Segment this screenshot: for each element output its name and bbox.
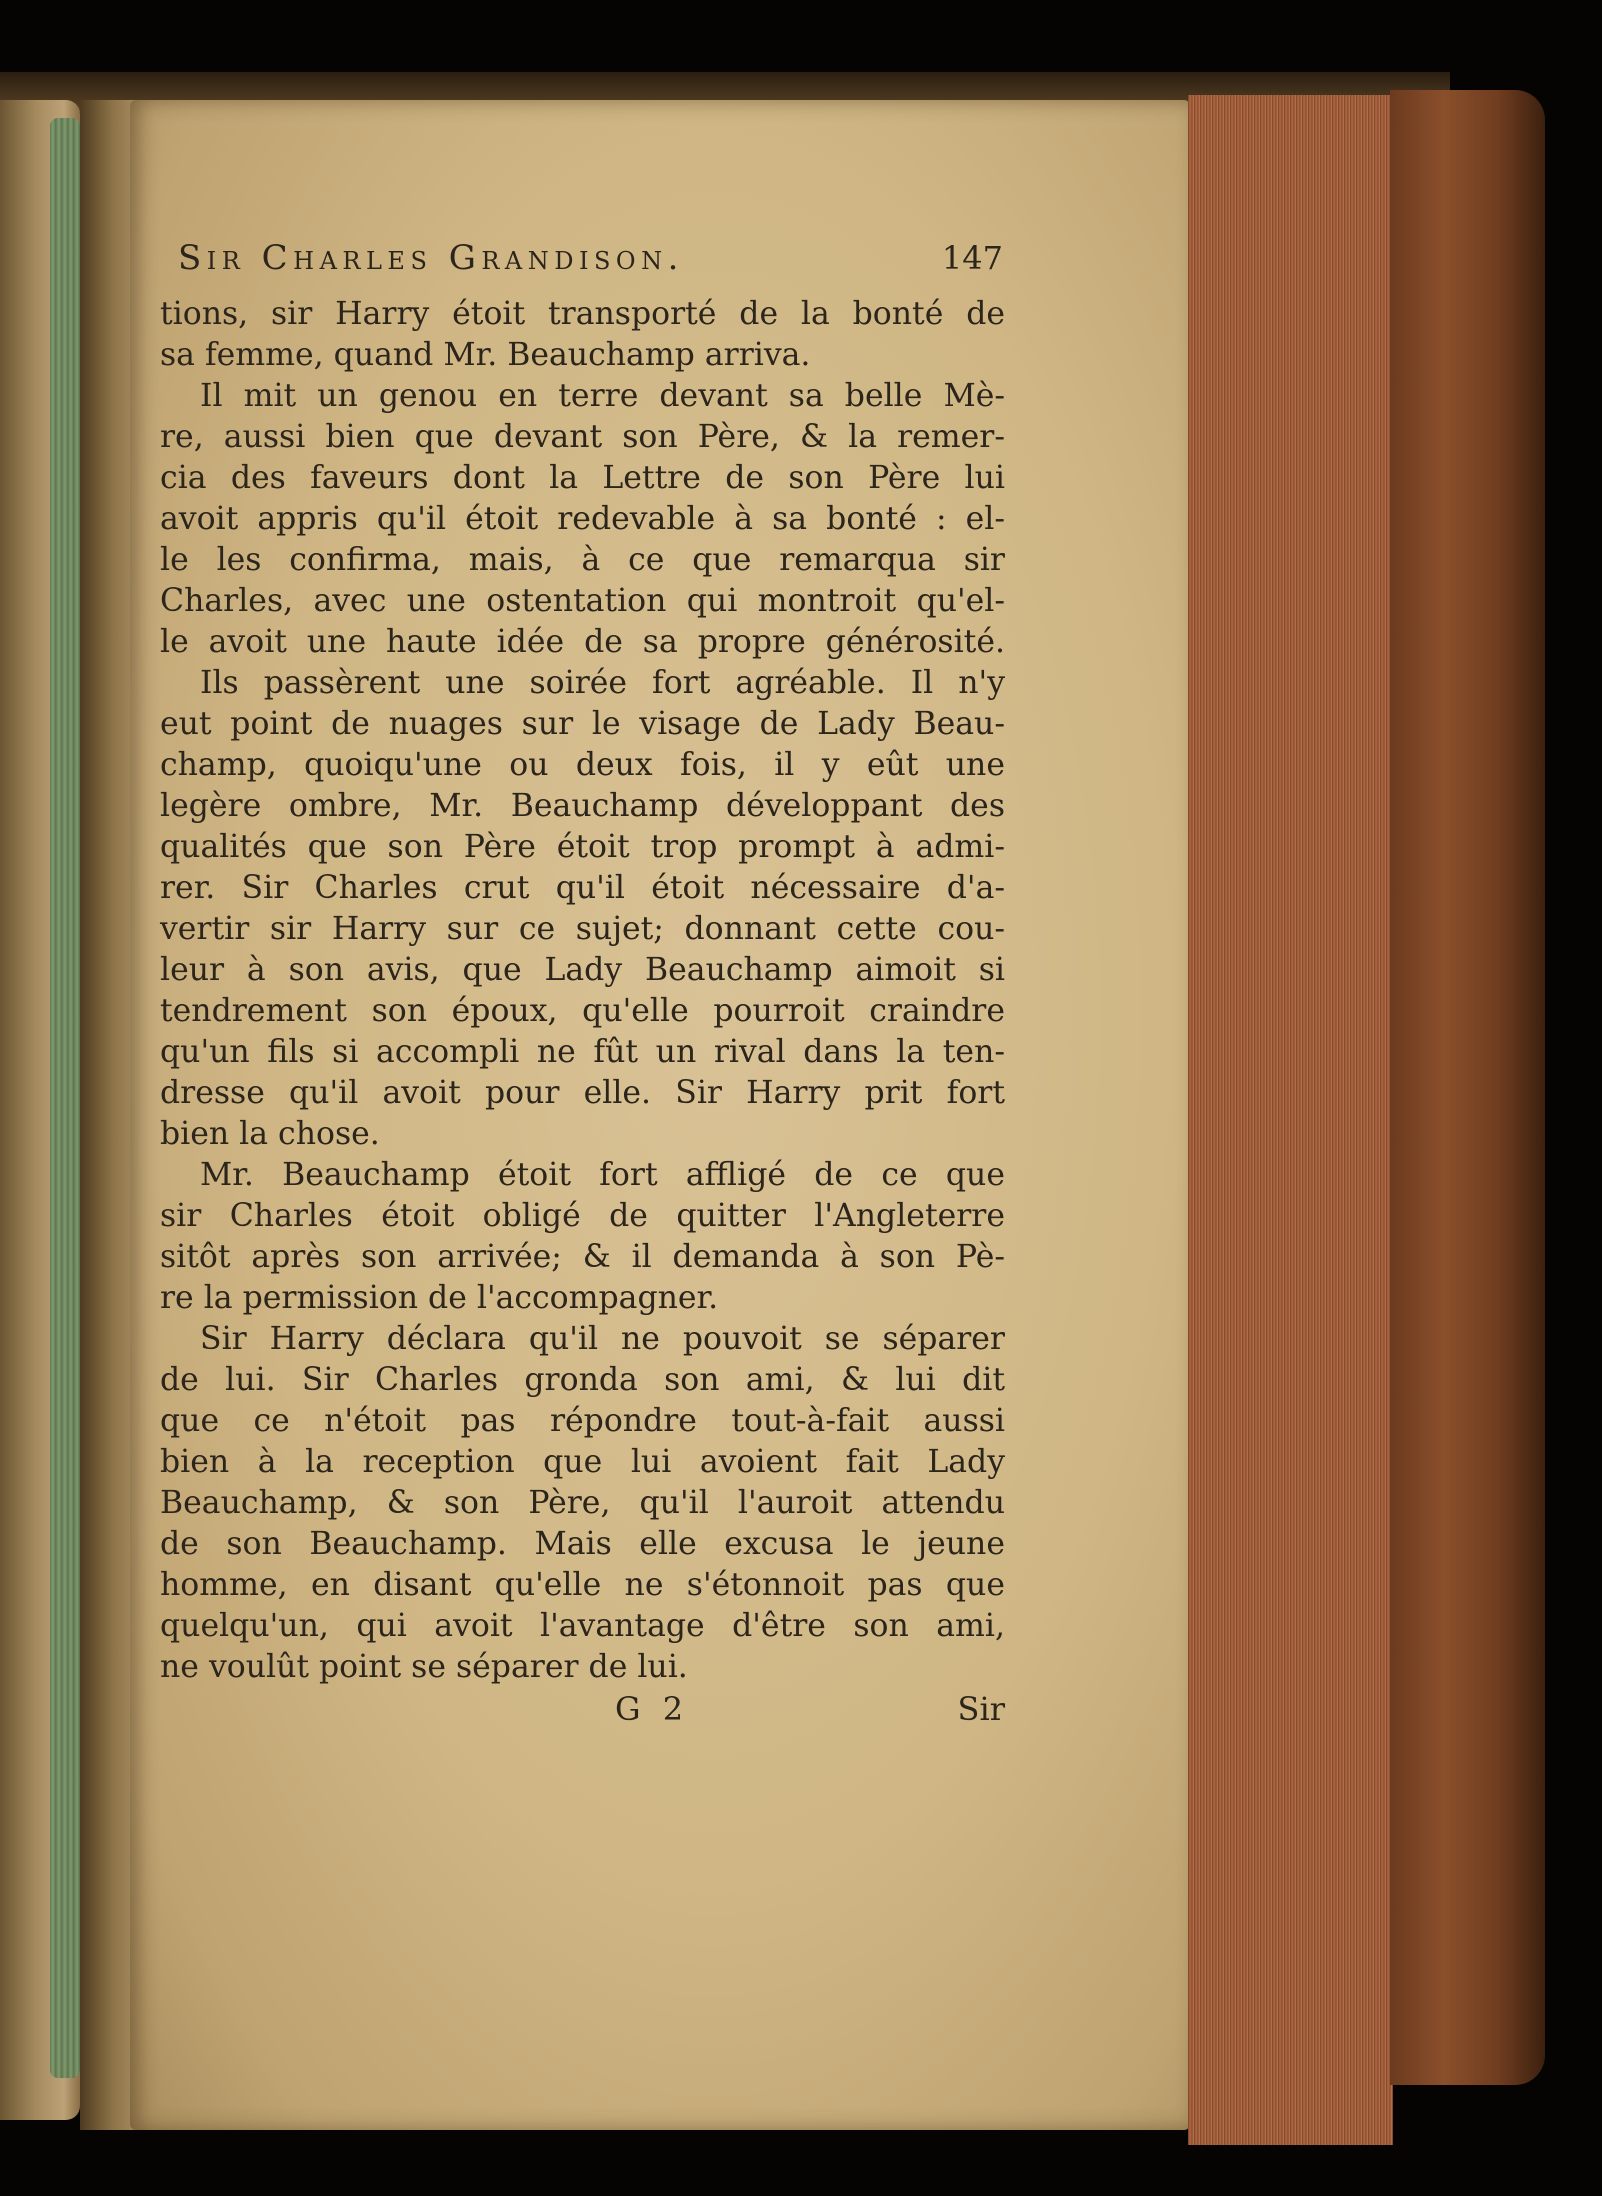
- text-line: tions, sir Harry étoit transporté de la bonté de: [160, 296, 1005, 332]
- text-line: tendrement son époux, qu'elle pourroit craindre: [160, 993, 1005, 1029]
- text-line: qu'un fils si accompli ne fût un rival dans la ten-: [160, 1034, 1005, 1070]
- text-line: re, aussi bien que devant son Père, & la remer-: [160, 419, 1005, 455]
- text-line: vertir sir Harry sur ce sujet; donnant cette cou-: [160, 911, 1005, 947]
- text-line: le avoit une haute idée de sa propre générosité.: [160, 624, 1005, 660]
- text-line: legère ombre, Mr. Beauchamp développant des: [160, 788, 1005, 824]
- text-line: eut point de nuages sur le visage de Lady Beau-: [160, 706, 1005, 742]
- text-line: de lui. Sir Charles gronda son ami, & lui dit: [160, 1362, 1005, 1398]
- signature-mark: G 2: [615, 1690, 690, 1728]
- page-number: 147: [941, 239, 1003, 277]
- catchword: Sir: [957, 1690, 1005, 1728]
- text-line: homme, en disant qu'elle ne s'étonnoit pas que: [160, 1567, 1005, 1603]
- text-line: Ils passèrent une soirée fort agréable. Il n'y: [200, 665, 1005, 701]
- text-line: Il mit un genou en terre devant sa belle Mè-: [200, 378, 1005, 414]
- book-cover: [1390, 90, 1545, 2085]
- text-line: dresse qu'il avoit pour elle. Sir Harry prit fort: [160, 1075, 1005, 1111]
- text-line: sa femme, quand Mr. Beauchamp arriva.: [160, 337, 811, 373]
- text-line: re la permission de l'accompagner.: [160, 1280, 719, 1316]
- text-line: rer. Sir Charles crut qu'il étoit nécessaire d'a-: [160, 870, 1005, 906]
- text-line: champ, quoiqu'une ou deux fois, il y eût une: [160, 747, 1005, 783]
- text-line: ne voulût point se séparer de lui.: [160, 1649, 688, 1685]
- text-line: qualités que son Père étoit trop prompt à admi-: [160, 829, 1005, 865]
- text-line: cia des faveurs dont la Lettre de son Père lui: [160, 460, 1005, 496]
- text-line: sir Charles étoit obligé de quitter l'Angleterre: [160, 1198, 1005, 1234]
- text-line: leur à son avis, que Lady Beauchamp aimoit si: [160, 952, 1005, 988]
- text-line: bien à la reception que lui avoient fait Lady: [160, 1444, 1005, 1480]
- text-line: Beauchamp, & son Père, qu'il l'auroit attendu: [160, 1485, 1005, 1521]
- text-line: de son Beauchamp. Mais elle excusa le jeune: [160, 1526, 1005, 1562]
- text-line: quelqu'un, qui avoit l'avantage d'être son ami,: [160, 1608, 1005, 1644]
- page-edges: [1188, 95, 1393, 2145]
- text-line: bien la chose.: [160, 1116, 380, 1152]
- text-line: que ce n'étoit pas répondre tout-à-fait aussi: [160, 1403, 1005, 1439]
- running-header: [178, 238, 1005, 294]
- running-title: Sir Charles Grandison.: [178, 238, 684, 278]
- text-line: sitôt après son arrivée; & il demanda à son Pè-: [160, 1239, 1005, 1275]
- page-text-block: [160, 238, 1005, 1734]
- text-line: Charles, avec une ostentation qui montroit qu'el-: [160, 583, 1005, 619]
- text-line: Sir Harry déclara qu'il ne pouvoit se séparer: [200, 1321, 1005, 1357]
- ribbon-bookmark: [50, 118, 80, 2078]
- text-line: Mr. Beauchamp étoit fort affligé de ce que: [200, 1157, 1005, 1193]
- page-footer: [160, 1690, 1005, 1734]
- text-line: le les confirma, mais, à ce que remarqua sir: [160, 542, 1005, 578]
- text-line: avoit appris qu'il étoit redevable à sa bonté : el-: [160, 501, 1005, 537]
